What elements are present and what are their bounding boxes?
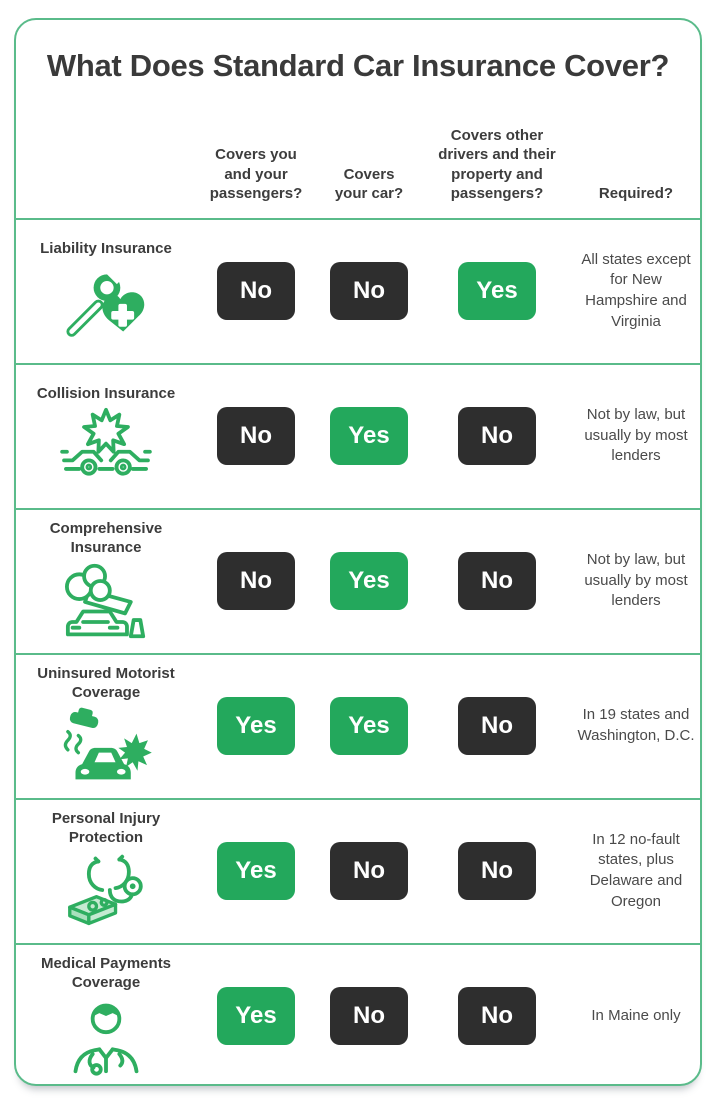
column-header-covers-others: Covers other drivers and their property and passengers? [438,126,556,203]
table-row-medical-payments [16,943,700,1086]
coverage-badge: Yes [330,697,408,755]
coverage-badge: Yes [217,697,295,755]
table-row-comprehensive [16,508,700,653]
coverage-badge: Yes [458,262,536,320]
row-label: Personal Injury Protection [51,810,161,847]
coverage-badge: No [458,697,536,755]
tree-on-car-icon [60,560,152,642]
insurance-infographic-card [14,18,702,1086]
car-collision-icon [60,406,152,488]
coverage-badge: No [217,407,295,465]
coverage-badge: No [330,987,408,1045]
wrench-heart-icon [60,261,152,343]
coverage-badge: Yes [330,407,408,465]
doctor-icon [60,995,152,1077]
coverage-badge: No [458,842,536,900]
column-header-row [16,84,700,218]
table-row-personal-injury [16,798,700,943]
coverage-badge: Yes [217,842,295,900]
required-note: In 12 no-fault states, plus Delaware and Oregon [589,830,683,910]
required-note: Not by law, but usually by most lenders [584,406,688,465]
coverage-badge: Yes [217,987,295,1045]
row-label: Uninsured Motorist Coverage [37,665,175,702]
column-header-required: Required? [598,185,674,203]
coverage-badge: No [458,987,536,1045]
coverage-badge: No [458,552,536,610]
required-note: In Maine only [591,1006,681,1024]
coverage-badge: No [330,842,408,900]
coverage-badge: No [330,262,408,320]
coverage-badge: No [458,407,536,465]
table-row-liability [16,218,700,363]
required-note: Not by law, but usually by most lenders [584,551,688,610]
coverage-badge: No [217,262,295,320]
coverage-badge: No [217,552,295,610]
column-header-covers-car: Covers your car? [334,165,404,203]
row-label: Collision Insurance [36,384,176,402]
required-note: In 19 states and Washington, D.C. [577,706,695,745]
column-header-covers-you: Covers you and your passengers? [209,146,303,203]
row-label: Comprehensive Insurance [49,520,163,557]
page-title: What Does Standard Car Insurance Cover? [46,48,670,83]
row-label: Medical Payments Coverage [40,955,172,992]
car-crash-icon [60,705,152,787]
required-note: All states except for New Hampshire and Virginia [581,250,691,330]
coverage-badge: Yes [330,552,408,610]
table-row-collision [16,363,700,508]
table-row-uninsured-motorist [16,653,700,798]
row-label: Liability Insurance [40,239,172,257]
stethoscope-money-icon [60,850,152,932]
